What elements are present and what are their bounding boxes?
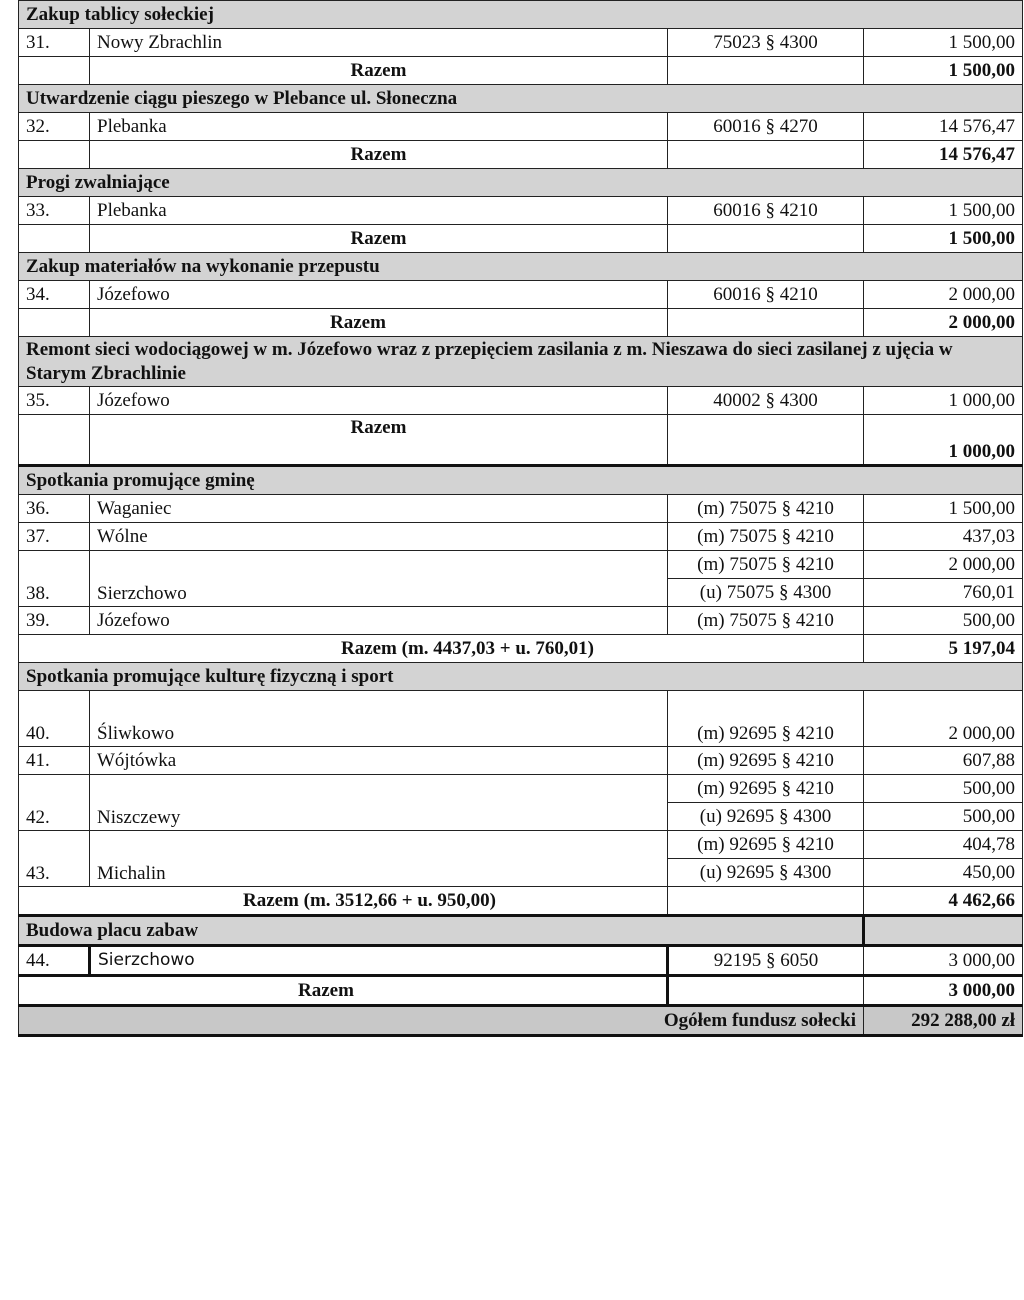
subtotal-row bbox=[19, 225, 1023, 253]
table-row bbox=[19, 281, 1023, 309]
table-row bbox=[19, 747, 1023, 775]
section-header bbox=[19, 466, 1023, 495]
subtotal-label: Razem (m. 3512,66 + u. 950,00) bbox=[19, 887, 668, 916]
row-amount: 1 500,00 bbox=[864, 495, 1023, 523]
subtotal-row bbox=[19, 976, 1023, 1006]
row-number: 38. bbox=[19, 551, 90, 607]
row-number: 32. bbox=[19, 113, 90, 141]
row-amount: 2 000,00 bbox=[864, 691, 1023, 747]
row-amount-secondary: 450,00 bbox=[864, 858, 1022, 886]
row-place: Wójtówka bbox=[90, 747, 668, 775]
row-amount: 14 576,47 bbox=[864, 113, 1023, 141]
row-code: (m) 92695 § 4210 bbox=[697, 778, 834, 799]
row-number: 41. bbox=[19, 747, 90, 775]
row-amount: 500,00 bbox=[864, 607, 1023, 635]
fund-table bbox=[18, 0, 1023, 1037]
row-code: 75023 § 4300 bbox=[668, 29, 864, 57]
row-place: Nowy Zbrachlin bbox=[90, 29, 668, 57]
row-place: Plebanka bbox=[90, 113, 668, 141]
subtotal-amount: 5 197,04 bbox=[864, 635, 1023, 663]
table-row bbox=[19, 946, 1023, 976]
row-code: 92195 § 6050 bbox=[668, 946, 864, 976]
row-amount: 500,00 bbox=[962, 778, 1016, 799]
subtotal-label: Razem bbox=[90, 309, 668, 337]
row-place: Niszczewy bbox=[90, 775, 668, 831]
row-code-secondary: (u) 75075 § 4300 bbox=[668, 578, 863, 606]
grand-total-amount: 292 288,00 zł bbox=[864, 1006, 1023, 1036]
subtotal-label: Razem bbox=[90, 225, 668, 253]
row-place: Sierzchowo bbox=[90, 946, 668, 976]
row-place: Śliwkowo bbox=[90, 691, 668, 747]
table-row bbox=[19, 387, 1023, 415]
row-number: 35. bbox=[19, 387, 90, 415]
grand-total-label: Ogółem fundusz sołecki bbox=[19, 1006, 864, 1036]
subtotal-label: Razem bbox=[90, 415, 668, 466]
row-number: 42. bbox=[19, 775, 90, 831]
row-code: 40002 § 4300 bbox=[668, 387, 864, 415]
subtotal-amount: 14 576,47 bbox=[864, 141, 1023, 169]
subtotal-amount: 1 000,00 bbox=[864, 415, 1023, 466]
table-row bbox=[19, 113, 1023, 141]
row-amount: 437,03 bbox=[864, 523, 1023, 551]
subtotal-row bbox=[19, 141, 1023, 169]
section-title: Zakup materiałów na wykonanie przepustu bbox=[19, 253, 1023, 281]
section-header bbox=[19, 169, 1023, 197]
section-header bbox=[19, 663, 1023, 691]
row-number: 31. bbox=[19, 29, 90, 57]
section-header bbox=[19, 85, 1023, 113]
section-title: Spotkania promujące kulturę fizyczną i sport bbox=[19, 663, 1023, 691]
table-row bbox=[19, 607, 1023, 635]
row-number: 40. bbox=[19, 691, 90, 747]
row-amount-secondary: 500,00 bbox=[864, 802, 1022, 830]
row-code: (m) 75075 § 4210 bbox=[697, 554, 834, 575]
row-code: (m) 92695 § 4210 bbox=[668, 691, 864, 747]
subtotal-amount: 1 500,00 bbox=[864, 57, 1023, 85]
row-code: (m) 75075 § 4210 bbox=[668, 495, 864, 523]
row-code: (m) 92695 § 4210 bbox=[668, 747, 864, 775]
row-code: 60016 § 4270 bbox=[668, 113, 864, 141]
section-title: Budowa placu zabaw bbox=[19, 916, 864, 946]
subtotal-row bbox=[19, 635, 1023, 663]
table-row bbox=[19, 775, 1023, 831]
subtotal-row bbox=[19, 57, 1023, 85]
subtotal-row bbox=[19, 309, 1023, 337]
section-title: Spotkania promujące gminę bbox=[19, 466, 1023, 495]
row-amount: 2 000,00 bbox=[864, 281, 1023, 309]
row-number: 37. bbox=[19, 523, 90, 551]
row-amount-secondary: 760,01 bbox=[864, 578, 1022, 606]
table-row bbox=[19, 29, 1023, 57]
table-row bbox=[19, 691, 1023, 747]
row-place: Józefowo bbox=[90, 387, 668, 415]
row-place: Józefowo bbox=[90, 607, 668, 635]
row-code: (m) 92695 § 4210 bbox=[697, 834, 834, 855]
row-place: Waganiec bbox=[90, 495, 668, 523]
row-code: (m) 75075 § 4210 bbox=[668, 607, 864, 635]
row-number: 36. bbox=[19, 495, 90, 523]
section-header bbox=[19, 253, 1023, 281]
subtotal-label: Razem (m. 4437,03 + u. 760,01) bbox=[19, 635, 864, 663]
row-number: 43. bbox=[19, 831, 90, 887]
subtotal-amount: 4 462,66 bbox=[864, 887, 1023, 916]
row-amount: 404,78 bbox=[962, 834, 1016, 855]
table-row bbox=[19, 197, 1023, 225]
subtotal-amount: 3 000,00 bbox=[864, 976, 1023, 1006]
row-place: Wólne bbox=[90, 523, 668, 551]
table-row bbox=[19, 831, 1023, 887]
table-row bbox=[19, 495, 1023, 523]
subtotal-row bbox=[19, 887, 1023, 916]
section-title: Remont sieci wodociągowej w m. Józefowo wraz z przepięciem zasilania z m. Nieszawa do sieci zasilanej z ujęcia w Starym Zbrachlinie bbox=[19, 337, 1023, 387]
row-number: 34. bbox=[19, 281, 90, 309]
row-code: 60016 § 4210 bbox=[668, 281, 864, 309]
table-row bbox=[19, 523, 1023, 551]
row-place: Sierzchowo bbox=[90, 551, 668, 607]
subtotal-label: Razem bbox=[90, 57, 668, 85]
subtotal-amount: 2 000,00 bbox=[864, 309, 1023, 337]
row-amount: 3 000,00 bbox=[864, 946, 1023, 976]
row-code: 60016 § 4210 bbox=[668, 197, 864, 225]
section-title: Zakup tablicy sołeckiej bbox=[19, 1, 1023, 29]
row-place: Michalin bbox=[90, 831, 668, 887]
table-row bbox=[19, 551, 1023, 607]
row-number: 39. bbox=[19, 607, 90, 635]
section-title: Progi zwalniające bbox=[19, 169, 1023, 197]
row-code: (m) 75075 § 4210 bbox=[668, 523, 864, 551]
subtotal-label: Razem bbox=[19, 976, 668, 1006]
subtotal-label: Razem bbox=[90, 141, 668, 169]
row-number: 33. bbox=[19, 197, 90, 225]
row-amount: 1 500,00 bbox=[864, 197, 1023, 225]
row-code-secondary: (u) 92695 § 4300 bbox=[668, 858, 863, 886]
section-header bbox=[19, 1, 1023, 29]
subtotal-amount: 1 500,00 bbox=[864, 225, 1023, 253]
row-number: 44. bbox=[19, 946, 90, 976]
row-amount: 1 500,00 bbox=[864, 29, 1023, 57]
grand-total-row bbox=[19, 1006, 1023, 1036]
row-place: Plebanka bbox=[90, 197, 668, 225]
row-amount: 1 000,00 bbox=[864, 387, 1023, 415]
section-header bbox=[19, 337, 1023, 387]
section-header bbox=[19, 916, 1023, 946]
subtotal-row bbox=[19, 415, 1023, 466]
row-amount: 607,88 bbox=[864, 747, 1023, 775]
row-place: Józefowo bbox=[90, 281, 668, 309]
row-code-secondary: (u) 92695 § 4300 bbox=[668, 802, 863, 830]
row-amount: 2 000,00 bbox=[948, 554, 1016, 575]
section-title: Utwardzenie ciągu pieszego w Plebance ul. Słoneczna bbox=[19, 85, 1023, 113]
